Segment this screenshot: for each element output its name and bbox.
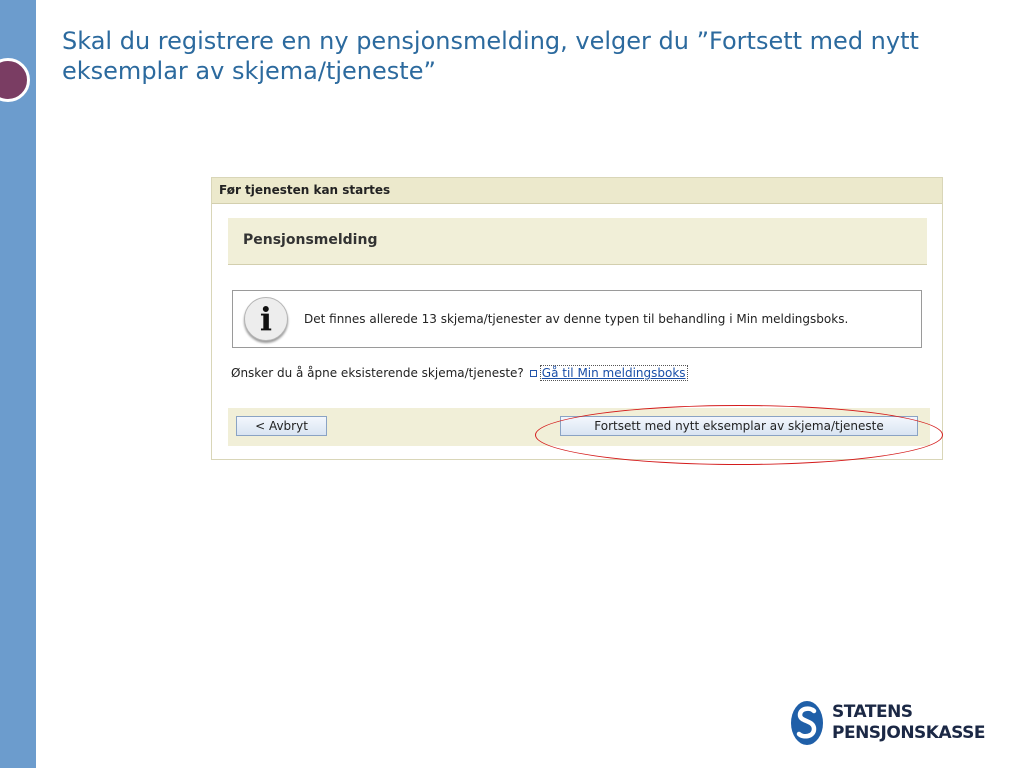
logo-s-mark: [790, 700, 824, 746]
info-icon-glyph: i: [259, 300, 273, 338]
left-accent-bar: [0, 0, 36, 768]
continue-new-copy-button[interactable]: Fortsett med nytt eksemplar av skjema/tjeneste: [560, 416, 918, 436]
logo-text: [832, 702, 985, 744]
logo-line-2: PENSJONSKASSE: [832, 723, 985, 743]
goto-mailbox-link[interactable]: Gå til Min meldingsboks: [541, 366, 686, 380]
dialog-header: Før tjenesten kan startes: [212, 178, 942, 204]
open-existing-row: [231, 366, 688, 380]
service-title-panel: [228, 218, 927, 265]
logo-line-1: STATENS: [832, 702, 913, 722]
open-existing-question: Ønsker du å åpne eksisterende skjema/tjeneste?: [231, 366, 524, 380]
statens-pensjonskasse-logo: [790, 700, 1000, 750]
service-title: Pensjonsmelding: [243, 232, 378, 248]
highlight-ellipse: [535, 405, 943, 465]
info-message-box: [232, 290, 922, 348]
info-icon: [244, 297, 288, 341]
info-message-text: Det finnes allerede 13 skjema/tjenester av denne typen til behandling i Min meldingsboks.: [304, 312, 849, 326]
slide-title: Skal du registrere en ny pensjonsmelding, velger du ”Fortsett med nytt eksemplar av skjema/tjeneste”: [62, 27, 919, 85]
cancel-button[interactable]: < Avbryt: [236, 416, 327, 436]
link-bullet-icon: [530, 370, 537, 377]
